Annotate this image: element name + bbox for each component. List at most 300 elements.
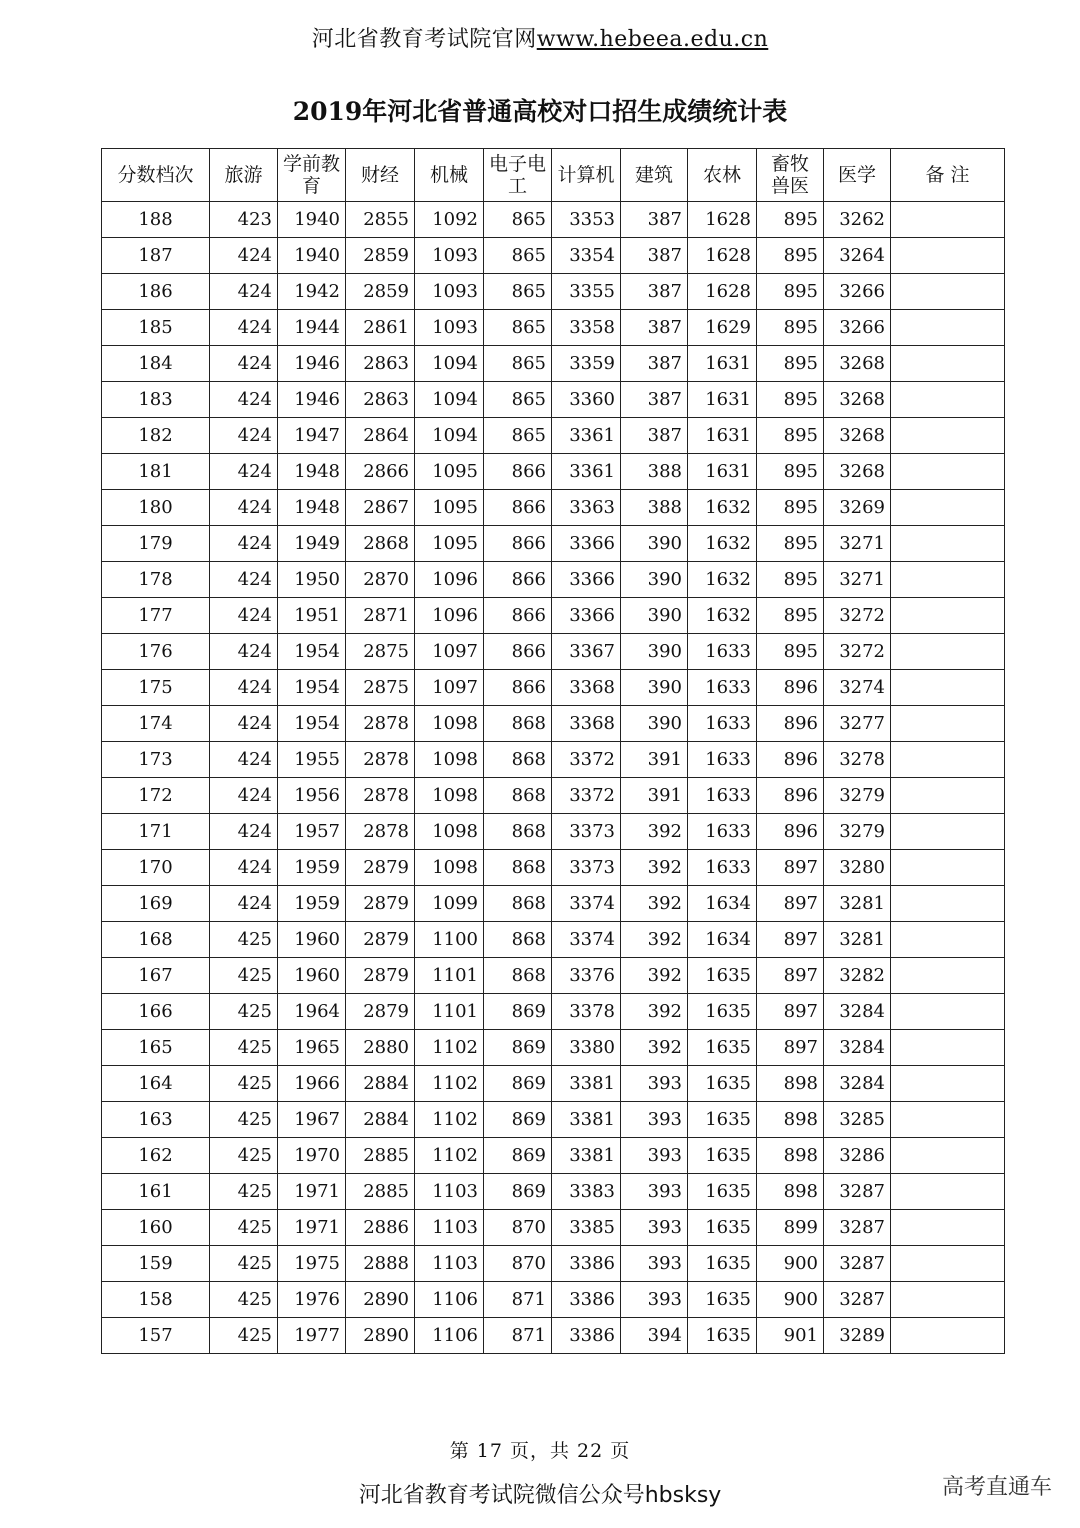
table-cell: 1966 (278, 1066, 346, 1102)
table-cell: 387 (621, 238, 688, 274)
table-cell: 1102 (415, 1102, 484, 1138)
table-cell: 1633 (688, 778, 757, 814)
table-row (102, 742, 1005, 778)
table-cell: 1955 (278, 742, 346, 778)
table-row (102, 1066, 1005, 1102)
table-cell: 898 (757, 1138, 824, 1174)
table-cell: 424 (210, 598, 278, 634)
table-cell: 424 (210, 490, 278, 526)
column-header: 旅游 (210, 149, 278, 202)
table-cell: 1093 (415, 310, 484, 346)
table-cell: 3374 (552, 922, 621, 958)
table-cell: 1106 (415, 1282, 484, 1318)
table-cell (891, 670, 1005, 706)
table-cell: 3373 (552, 850, 621, 886)
table-row (102, 850, 1005, 886)
table-cell: 3264 (824, 238, 891, 274)
table-cell: 900 (757, 1282, 824, 1318)
table-cell: 3284 (824, 1066, 891, 1102)
table-cell: 869 (484, 1138, 552, 1174)
table-cell: 3358 (552, 310, 621, 346)
table-cell: 1954 (278, 670, 346, 706)
table-cell: 896 (757, 778, 824, 814)
table-cell: 423 (210, 202, 278, 238)
table-cell (891, 1246, 1005, 1282)
table-row (102, 202, 1005, 238)
table-cell: 896 (757, 814, 824, 850)
table-cell: 895 (757, 418, 824, 454)
table-cell (891, 274, 1005, 310)
table-cell: 424 (210, 778, 278, 814)
table-cell (891, 238, 1005, 274)
table-cell: 1940 (278, 202, 346, 238)
table-cell: 1633 (688, 634, 757, 670)
score-cell: 183 (102, 382, 210, 418)
table-cell: 3363 (552, 490, 621, 526)
table-cell: 3268 (824, 418, 891, 454)
score-cell: 164 (102, 1066, 210, 1102)
table-cell: 1947 (278, 418, 346, 454)
table-cell: 394 (621, 1318, 688, 1354)
table-cell (891, 706, 1005, 742)
table-cell: 3361 (552, 418, 621, 454)
wechat-note: 河北省教育考试院微信公众号hbsksy (358, 1483, 722, 1508)
table-cell: 896 (757, 706, 824, 742)
table-cell: 1098 (415, 706, 484, 742)
table-cell: 1097 (415, 670, 484, 706)
table-cell: 869 (484, 994, 552, 1030)
table-cell: 3281 (824, 886, 891, 922)
table-cell: 3274 (824, 670, 891, 706)
table-cell: 1635 (688, 1318, 757, 1354)
table-cell: 1098 (415, 850, 484, 886)
table-cell: 2878 (346, 778, 415, 814)
table-row (102, 238, 1005, 274)
table-cell: 898 (757, 1102, 824, 1138)
table-cell: 2886 (346, 1210, 415, 1246)
table-cell: 3366 (552, 562, 621, 598)
table-cell: 424 (210, 418, 278, 454)
table-cell: 2859 (346, 274, 415, 310)
score-cell: 166 (102, 994, 210, 1030)
table-cell: 1094 (415, 382, 484, 418)
table-cell: 1965 (278, 1030, 346, 1066)
table-cell: 2859 (346, 238, 415, 274)
table-cell (891, 562, 1005, 598)
table-cell: 425 (210, 1030, 278, 1066)
table-cell: 898 (757, 1174, 824, 1210)
table-row (102, 994, 1005, 1030)
table-cell (891, 598, 1005, 634)
table-cell: 387 (621, 346, 688, 382)
score-cell: 161 (102, 1174, 210, 1210)
table-cell: 392 (621, 1030, 688, 1066)
table-cell: 1960 (278, 958, 346, 994)
column-header: 畜牧兽医 (757, 149, 824, 202)
table-row (102, 562, 1005, 598)
table-cell: 3272 (824, 634, 891, 670)
table-cell: 1635 (688, 994, 757, 1030)
table-cell: 3361 (552, 454, 621, 490)
table-cell: 1975 (278, 1246, 346, 1282)
table-cell: 871 (484, 1282, 552, 1318)
table-cell: 868 (484, 922, 552, 958)
table-cell: 3268 (824, 382, 891, 418)
table-cell: 1948 (278, 454, 346, 490)
table-cell: 3383 (552, 1174, 621, 1210)
score-cell: 163 (102, 1102, 210, 1138)
score-cell: 174 (102, 706, 210, 742)
table-cell: 2871 (346, 598, 415, 634)
table-cell (891, 310, 1005, 346)
table-cell (891, 346, 1005, 382)
table-cell: 1635 (688, 1066, 757, 1102)
table-cell: 1951 (278, 598, 346, 634)
table-row (102, 706, 1005, 742)
brand-watermark: 高考直通车 (941, 1475, 1052, 1500)
table-row (102, 670, 1005, 706)
table-cell: 3278 (824, 742, 891, 778)
table-cell: 2875 (346, 670, 415, 706)
table-cell: 3284 (824, 1030, 891, 1066)
table-cell: 1098 (415, 742, 484, 778)
score-cell: 177 (102, 598, 210, 634)
table-cell: 1097 (415, 634, 484, 670)
table-cell: 392 (621, 886, 688, 922)
score-cell: 165 (102, 1030, 210, 1066)
table-cell: 3355 (552, 274, 621, 310)
table-cell: 1635 (688, 1282, 757, 1318)
table-cell: 3373 (552, 814, 621, 850)
table-cell: 424 (210, 382, 278, 418)
table-cell: 1946 (278, 346, 346, 382)
table-cell: 3386 (552, 1282, 621, 1318)
table-cell: 868 (484, 886, 552, 922)
score-cell: 185 (102, 310, 210, 346)
table-cell: 1095 (415, 526, 484, 562)
table-cell: 868 (484, 850, 552, 886)
table-cell: 1094 (415, 346, 484, 382)
column-header: 机械 (415, 149, 484, 202)
table-cell: 2890 (346, 1282, 415, 1318)
table-cell: 895 (757, 562, 824, 598)
table-cell: 1632 (688, 562, 757, 598)
table-cell: 3386 (552, 1246, 621, 1282)
table-cell: 1960 (278, 922, 346, 958)
table-cell (891, 742, 1005, 778)
score-cell: 160 (102, 1210, 210, 1246)
table-cell (891, 454, 1005, 490)
table-cell: 1635 (688, 1030, 757, 1066)
table-cell: 390 (621, 706, 688, 742)
table-row (102, 382, 1005, 418)
table-cell: 900 (757, 1246, 824, 1282)
table-cell: 865 (484, 310, 552, 346)
table-cell: 3385 (552, 1210, 621, 1246)
table-cell: 866 (484, 634, 552, 670)
table-cell: 2870 (346, 562, 415, 598)
table-cell: 866 (484, 670, 552, 706)
table-cell: 424 (210, 562, 278, 598)
table-cell: 393 (621, 1138, 688, 1174)
table-cell: 424 (210, 670, 278, 706)
table-cell (891, 418, 1005, 454)
table-cell: 3381 (552, 1102, 621, 1138)
score-cell: 181 (102, 454, 210, 490)
table-cell: 865 (484, 274, 552, 310)
table-cell (891, 202, 1005, 238)
table-body (102, 202, 1005, 1354)
table-cell: 1095 (415, 490, 484, 526)
table-cell: 1628 (688, 202, 757, 238)
table-cell: 1635 (688, 1246, 757, 1282)
table-cell: 1101 (415, 958, 484, 994)
table-cell: 424 (210, 706, 278, 742)
table-cell: 2864 (346, 418, 415, 454)
table-cell: 2855 (346, 202, 415, 238)
table-cell: 3272 (824, 598, 891, 634)
table-cell: 866 (484, 454, 552, 490)
table-cell: 2878 (346, 742, 415, 778)
table-cell: 2878 (346, 814, 415, 850)
column-header: 医学 (824, 149, 891, 202)
table-cell: 1633 (688, 670, 757, 706)
table-cell: 3367 (552, 634, 621, 670)
table-cell: 424 (210, 274, 278, 310)
table-cell: 3381 (552, 1138, 621, 1174)
score-cell: 158 (102, 1282, 210, 1318)
table-cell: 1102 (415, 1138, 484, 1174)
table-cell: 895 (757, 202, 824, 238)
table-cell: 2875 (346, 634, 415, 670)
table-cell (891, 814, 1005, 850)
site-url-link[interactable]: www.hebeea.edu.cn (536, 27, 769, 52)
table-cell: 2866 (346, 454, 415, 490)
table-cell: 896 (757, 742, 824, 778)
table-cell: 870 (484, 1210, 552, 1246)
table-cell: 387 (621, 418, 688, 454)
table-cell: 3381 (552, 1066, 621, 1102)
table-cell: 895 (757, 346, 824, 382)
table-cell: 3279 (824, 814, 891, 850)
table-cell: 391 (621, 742, 688, 778)
table-cell (891, 1210, 1005, 1246)
table-cell (891, 958, 1005, 994)
column-header: 农林 (688, 149, 757, 202)
table-cell: 3376 (552, 958, 621, 994)
table-cell: 3372 (552, 778, 621, 814)
table-cell: 895 (757, 454, 824, 490)
table-cell: 387 (621, 274, 688, 310)
table-cell: 1098 (415, 778, 484, 814)
table-cell: 425 (210, 922, 278, 958)
table-cell: 1959 (278, 886, 346, 922)
column-header: 备 注 (891, 149, 1005, 202)
table-cell: 1631 (688, 418, 757, 454)
table-cell: 865 (484, 346, 552, 382)
table-cell (891, 1318, 1005, 1354)
table-cell: 2890 (346, 1318, 415, 1354)
table-cell: 424 (210, 238, 278, 274)
table-cell: 1954 (278, 634, 346, 670)
table-cell (891, 1174, 1005, 1210)
table-cell (891, 490, 1005, 526)
table-cell: 2878 (346, 706, 415, 742)
table-cell: 865 (484, 418, 552, 454)
table-row (102, 1030, 1005, 1066)
table-cell: 2861 (346, 310, 415, 346)
table-cell: 2888 (346, 1246, 415, 1282)
table-row (102, 526, 1005, 562)
table-cell (891, 526, 1005, 562)
table-cell: 1103 (415, 1210, 484, 1246)
table-cell: 390 (621, 598, 688, 634)
table-cell: 2885 (346, 1174, 415, 1210)
table-cell: 895 (757, 310, 824, 346)
table-cell: 897 (757, 958, 824, 994)
table-cell: 1635 (688, 1210, 757, 1246)
table-cell: 1949 (278, 526, 346, 562)
table-cell: 387 (621, 382, 688, 418)
table-cell: 390 (621, 670, 688, 706)
table-cell: 1964 (278, 994, 346, 1030)
table-cell: 425 (210, 1174, 278, 1210)
table-cell: 3281 (824, 922, 891, 958)
table-cell: 1635 (688, 958, 757, 994)
table-cell: 3380 (552, 1030, 621, 1066)
table-cell: 3368 (552, 706, 621, 742)
table-cell: 2884 (346, 1102, 415, 1138)
table-row (102, 1174, 1005, 1210)
table-cell: 3353 (552, 202, 621, 238)
table-cell: 2879 (346, 886, 415, 922)
table-cell (891, 1102, 1005, 1138)
table-cell: 425 (210, 1282, 278, 1318)
table-cell: 1098 (415, 814, 484, 850)
table-cell: 1971 (278, 1210, 346, 1246)
table-cell: 3366 (552, 598, 621, 634)
table-cell: 3287 (824, 1282, 891, 1318)
table-cell: 1633 (688, 706, 757, 742)
table-cell: 1977 (278, 1318, 346, 1354)
table-cell: 3268 (824, 454, 891, 490)
table-cell: 1628 (688, 274, 757, 310)
table-cell: 2879 (346, 922, 415, 958)
table-cell: 424 (210, 454, 278, 490)
table-cell (891, 1282, 1005, 1318)
table-cell: 865 (484, 202, 552, 238)
table-cell: 425 (210, 1246, 278, 1282)
table-cell: 3366 (552, 526, 621, 562)
score-cell: 170 (102, 850, 210, 886)
table-cell: 871 (484, 1318, 552, 1354)
table-cell: 1635 (688, 1174, 757, 1210)
table-cell: 3282 (824, 958, 891, 994)
table-cell: 388 (621, 454, 688, 490)
table-cell: 1102 (415, 1066, 484, 1102)
table-cell: 3286 (824, 1138, 891, 1174)
table-row (102, 922, 1005, 958)
table-row (102, 958, 1005, 994)
table-cell: 897 (757, 850, 824, 886)
table-row (102, 1138, 1005, 1174)
table-cell: 1633 (688, 742, 757, 778)
table-row (102, 886, 1005, 922)
table-cell: 425 (210, 1102, 278, 1138)
score-cell: 182 (102, 418, 210, 454)
table-cell: 1096 (415, 598, 484, 634)
table-cell: 896 (757, 670, 824, 706)
score-cell: 178 (102, 562, 210, 598)
table-cell: 870 (484, 1246, 552, 1282)
table-cell: 1959 (278, 850, 346, 886)
table-cell: 388 (621, 490, 688, 526)
table-cell: 1635 (688, 1102, 757, 1138)
table-cell: 424 (210, 634, 278, 670)
table-cell: 1954 (278, 706, 346, 742)
score-cell: 169 (102, 886, 210, 922)
table-cell: 3289 (824, 1318, 891, 1354)
column-header: 财经 (346, 149, 415, 202)
table-cell: 1632 (688, 598, 757, 634)
column-header: 分数档次 (102, 149, 210, 202)
table-cell: 866 (484, 598, 552, 634)
table-cell: 393 (621, 1066, 688, 1102)
table-cell: 2867 (346, 490, 415, 526)
table-cell: 424 (210, 742, 278, 778)
table-cell: 895 (757, 598, 824, 634)
table-cell: 1099 (415, 886, 484, 922)
column-header: 电子电工 (484, 149, 552, 202)
table-cell: 866 (484, 490, 552, 526)
table-cell: 901 (757, 1318, 824, 1354)
table-cell: 1957 (278, 814, 346, 850)
table-row (102, 346, 1005, 382)
table-cell: 1634 (688, 922, 757, 958)
table-cell: 424 (210, 814, 278, 850)
table-cell: 897 (757, 922, 824, 958)
table-cell: 393 (621, 1246, 688, 1282)
table-cell: 895 (757, 382, 824, 418)
site-name: 河北省教育考试院官网 (311, 27, 537, 52)
table-cell: 869 (484, 1066, 552, 1102)
table-cell: 1092 (415, 202, 484, 238)
table-cell: 3287 (824, 1210, 891, 1246)
table-cell: 3287 (824, 1174, 891, 1210)
table-cell: 3268 (824, 346, 891, 382)
table-cell (891, 382, 1005, 418)
table-cell: 393 (621, 1102, 688, 1138)
table-cell: 1950 (278, 562, 346, 598)
table-cell: 1632 (688, 490, 757, 526)
table-cell: 897 (757, 994, 824, 1030)
table-cell: 2863 (346, 346, 415, 382)
table-cell (891, 850, 1005, 886)
table-cell: 425 (210, 1066, 278, 1102)
table-cell: 393 (621, 1174, 688, 1210)
table-cell (891, 634, 1005, 670)
score-cell: 159 (102, 1246, 210, 1282)
table-cell: 390 (621, 562, 688, 598)
table-cell: 1970 (278, 1138, 346, 1174)
table-cell: 1631 (688, 454, 757, 490)
table-cell: 3287 (824, 1246, 891, 1282)
table-row (102, 454, 1005, 490)
table-cell: 387 (621, 310, 688, 346)
table-cell: 1106 (415, 1318, 484, 1354)
table-cell: 1631 (688, 346, 757, 382)
table-cell: 1629 (688, 310, 757, 346)
